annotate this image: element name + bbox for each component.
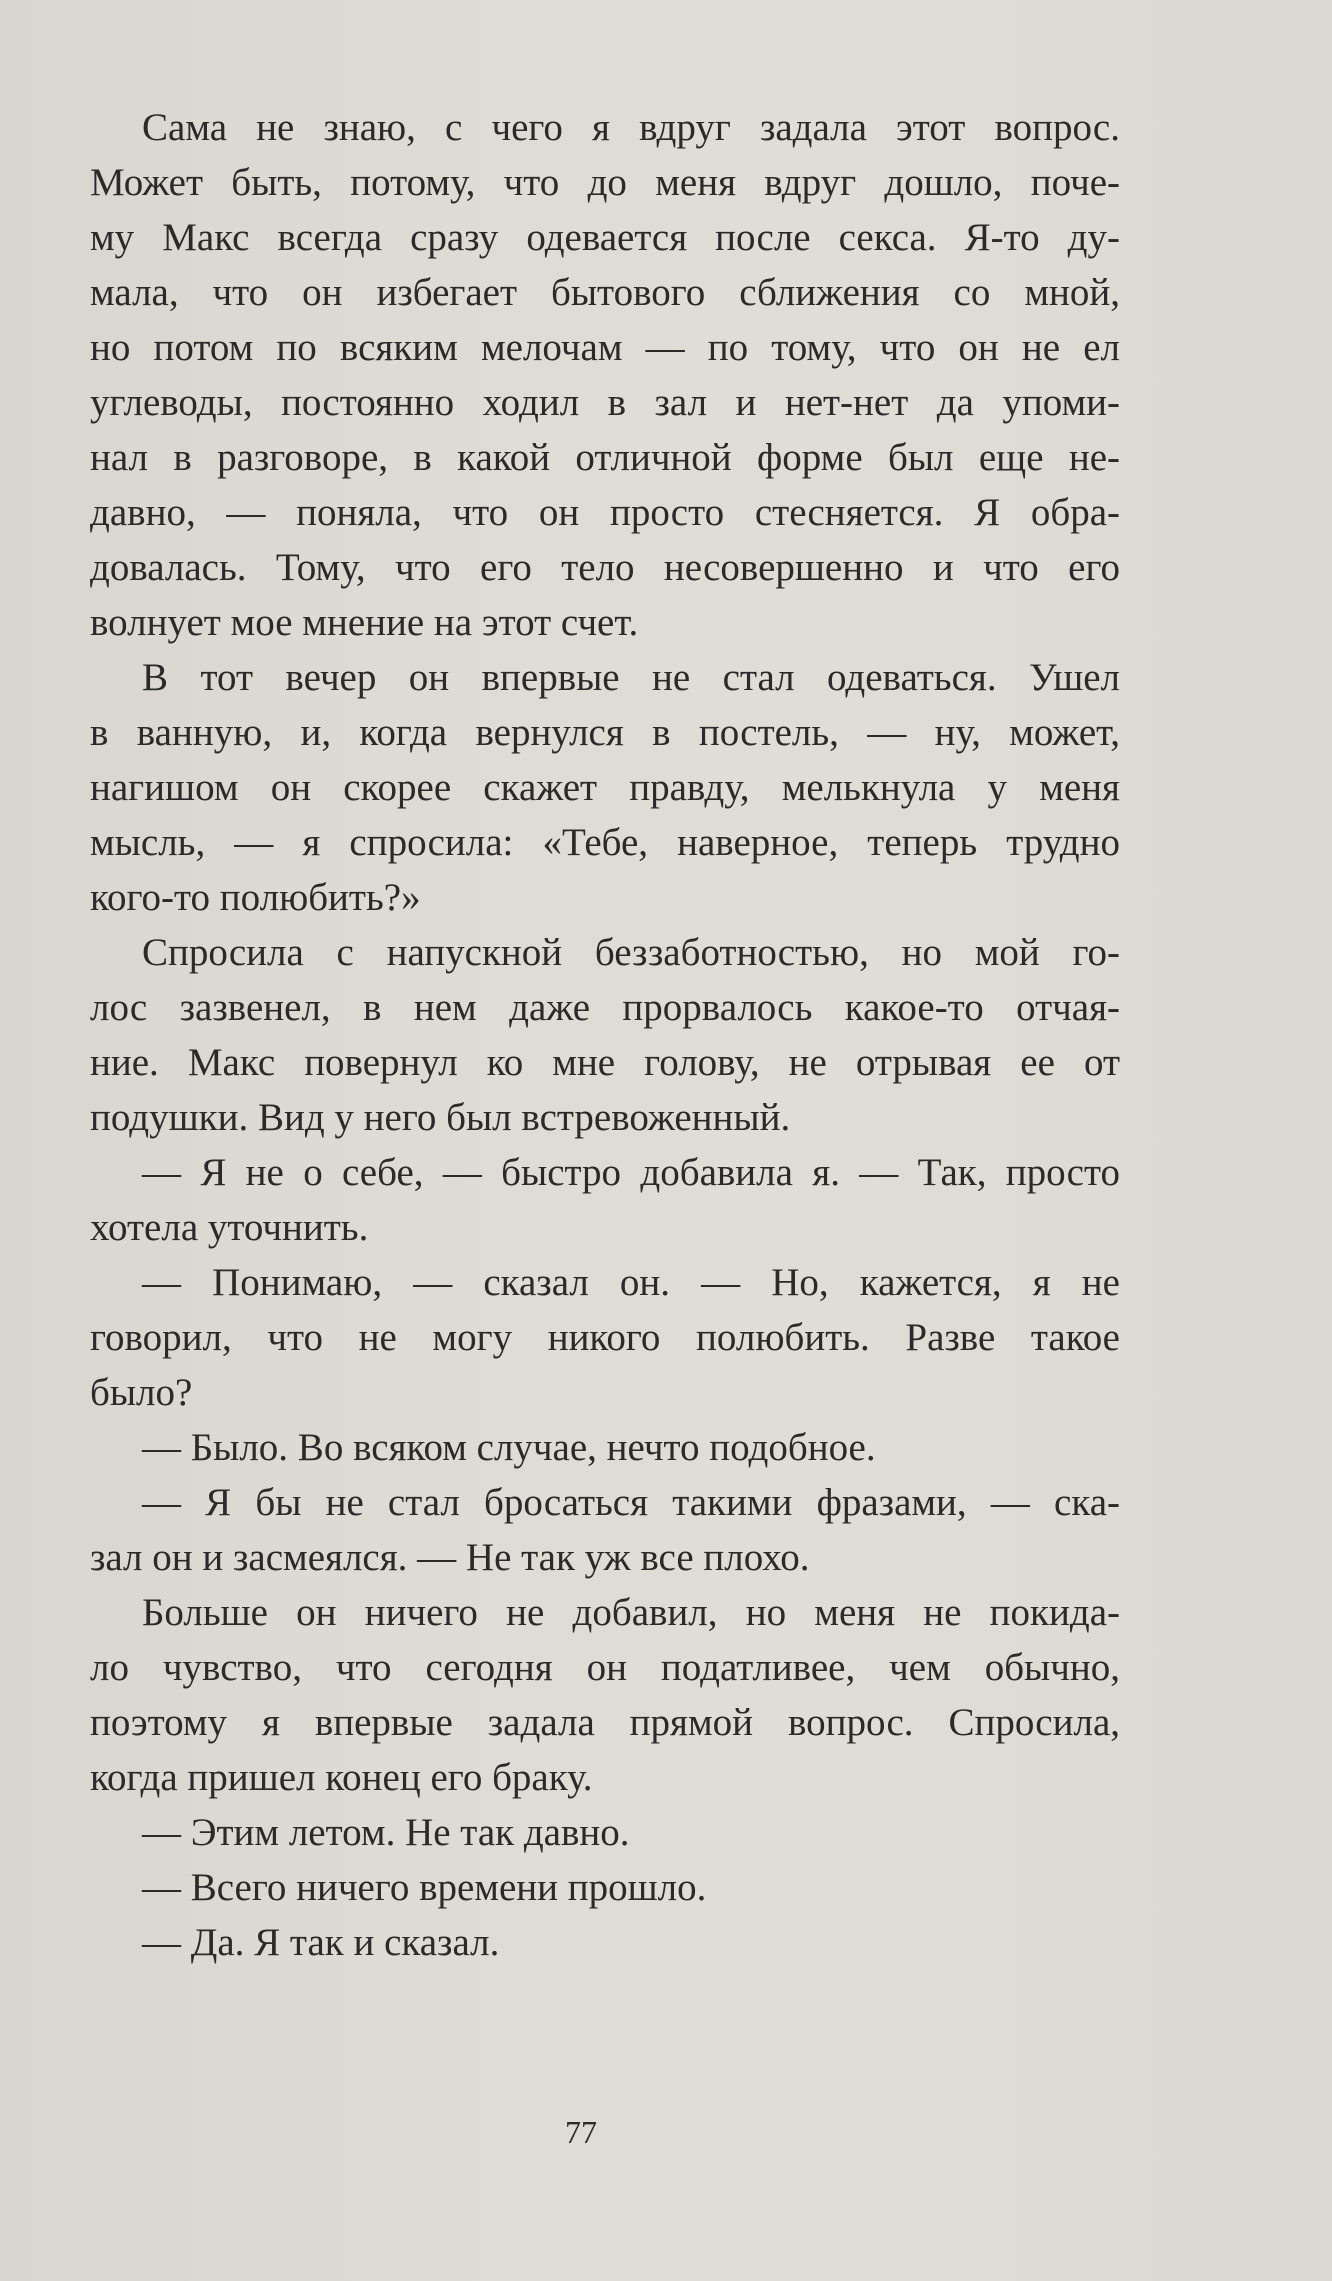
text-line: давно, — поняла, что он просто стесняется. Я обра- [90, 491, 1120, 534]
paragraph [90, 1915, 1120, 1970]
text-line: мысль, — я спросила: «Тебе, наверное, теперь трудно [90, 821, 1120, 864]
text-line: — Понимаю, — сказал он. — Но, кажется, я не [142, 1261, 1120, 1304]
paragraph [90, 1475, 1120, 1585]
paragraph [90, 925, 1120, 1145]
paragraph [90, 650, 1120, 925]
text-line: нагишом он скорее скажет правду, мелькнула у меня [90, 766, 1120, 809]
text-line: говорил, что не могу никого полюбить. Разве такое [90, 1316, 1120, 1359]
paragraph [90, 1805, 1120, 1860]
text-line: волнует мое мнение на этот счет. [90, 601, 639, 644]
text-line: — Да. Я так и сказал. [142, 1921, 500, 1964]
paragraph [90, 1585, 1120, 1805]
text-line: Спросила с напускной беззаботностью, но мой го- [142, 931, 1120, 974]
text-line: — Всего ничего времени прошло. [142, 1866, 707, 1909]
text-line: ло чувство, что сегодня он податливее, чем обычно, [90, 1646, 1120, 1689]
text-line: Может быть, потому, что до меня вдруг дошло, поче- [90, 161, 1120, 204]
text-line: лос зазвенел, в нем даже прорвалось какое-то отчая- [90, 986, 1120, 1029]
text-line: нал в разговоре, в какой отличной форме был еще не- [90, 436, 1120, 479]
text-line: когда пришел конец его браку. [90, 1756, 593, 1799]
body-text [90, 100, 1120, 1970]
text-line: — Я не о себе, — быстро добавила я. — Так, просто [142, 1151, 1120, 1194]
text-line: хотела уточнить. [90, 1206, 369, 1249]
page-number: 77 [565, 2114, 597, 2150]
text-line: — Я бы не стал бросаться такими фразами, — ска- [142, 1481, 1120, 1524]
text-line: мала, что он избегает бытового сближения со мной, [90, 271, 1120, 314]
text-line: В тот вечер он впервые не стал одеваться. Ушел [142, 656, 1120, 699]
text-line: подушки. Вид у него был встревоженный. [90, 1096, 791, 1139]
paragraph [90, 1860, 1120, 1915]
text-line: зал он и засмеялся. — Не так уж все плохо. [90, 1536, 810, 1579]
text-line: Больше он ничего не добавил, но меня не покида- [142, 1591, 1120, 1634]
text-line: было? [90, 1371, 193, 1414]
text-line: му Макс всегда сразу одевается после секса. Я-то ду- [90, 216, 1120, 259]
paragraph [90, 100, 1120, 650]
text-line: поэтому я впервые задала прямой вопрос. Спросила, [90, 1701, 1120, 1744]
text-line: в ванную, и, когда вернулся в постель, — ну, может, [90, 711, 1120, 754]
text-line: но потом по всяким мелочам — по тому, что он не ел [90, 326, 1120, 369]
text-line: Сама не знаю, с чего я вдруг задала этот вопрос. [142, 106, 1120, 149]
text-line: довалась. Тому, что его тело несовершенно и что его [90, 546, 1120, 589]
paragraph [90, 1255, 1120, 1420]
text-line: — Было. Во всяком случае, нечто подобное. [142, 1426, 876, 1469]
text-line: ние. Макс повернул ко мне голову, не отрывая ее от [90, 1041, 1120, 1084]
text-line: углеводы, постоянно ходил в зал и нет-нет да упоми- [90, 381, 1120, 424]
text-line: — Этим летом. Не так давно. [142, 1811, 630, 1854]
text-line: кого-то полюбить?» [90, 876, 421, 919]
paragraph [90, 1145, 1120, 1255]
paragraph [90, 1420, 1120, 1475]
